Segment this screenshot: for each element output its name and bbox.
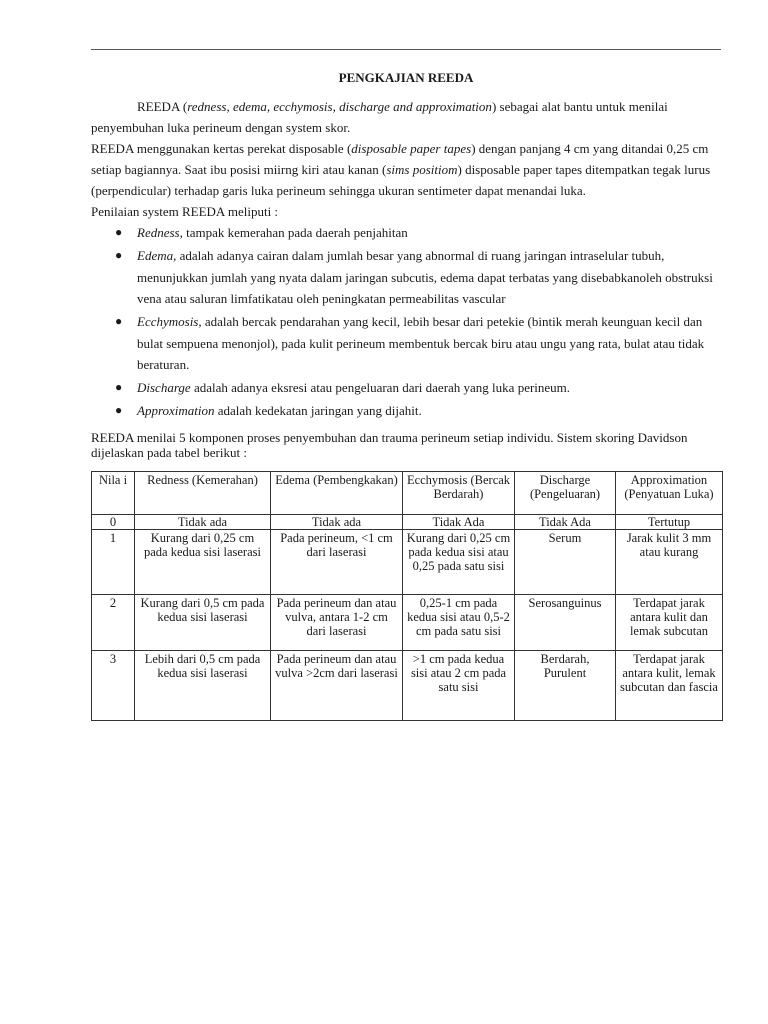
table-row (92, 529, 723, 594)
bullet-icon: ● (115, 403, 123, 417)
bullet-term: Edema (137, 248, 174, 263)
table-cell: Kurang dari 0,25 cm pada kedua sisi laserasi (135, 529, 271, 594)
table-cell: Lebih dari 0,5 cm pada kedua sisi laserasi (135, 650, 271, 720)
list-item (115, 311, 721, 376)
table-cell: 1 (92, 529, 135, 594)
bullet-text: adalah kedekatan jaringan yang dijahit. (214, 403, 422, 418)
list-item (115, 222, 721, 244)
bullet-term: Approximation (137, 403, 215, 418)
criteria-list (91, 222, 721, 422)
table-cell: >1 cm pada kedua sisi atau 2 cm pada satu sisi (403, 650, 515, 720)
bullet-text: adalah adanya eksresi atau pengeluaran dari daerah yang luka perineum. (190, 380, 571, 395)
bullet-term: Discharge (137, 380, 191, 395)
reeda-score-table (91, 471, 723, 721)
table-header-cell: Edema (Pembengkakan) (271, 471, 403, 514)
bullet-term: Ecchymosis (137, 314, 199, 329)
table-cell: Kurang dari 0,25 cm pada kedua sisi atau 0,25 pada satu sisi (403, 529, 515, 594)
table-cell: Kurang dari 0,5 cm pada kedua sisi laserasi (135, 594, 271, 650)
list-item (115, 377, 721, 399)
table-cell: 3 (92, 650, 135, 720)
table-header-cell: Discharge (Pengeluaran) (515, 471, 616, 514)
header-rule (91, 49, 721, 50)
table-cell: Tidak Ada (403, 514, 515, 529)
table-cell: Tertutup (616, 514, 723, 529)
paragraph-penilaian: Penilaian system REEDA meliputi : (91, 204, 279, 219)
table-cell: Tidak ada (135, 514, 271, 529)
table-row (92, 594, 723, 650)
table-cell: Tidak ada (271, 514, 403, 529)
table-row (92, 514, 723, 529)
document-title: PENGKAJIAN REEDA (338, 70, 474, 85)
para2-italic1: disposable paper tapes (351, 141, 472, 156)
para2-post: ) disposable paper tapes ditempatkan tegak lurus (perpendicular) terhadap garis luka perineum sehingga ukuran sentimeter dapat menandai luka. (91, 162, 711, 198)
table-cell: 0 (92, 514, 135, 529)
para2-italic2: sims positiom (386, 162, 458, 177)
table-cell: Terdapat jarak antara kulit dan lemak subcutan (616, 594, 723, 650)
list-item (115, 400, 721, 422)
bullet-icon: ● (115, 225, 123, 239)
document-body (91, 70, 721, 721)
table-header-row (92, 471, 723, 514)
table-cell: Jarak kulit 3 mm atau kurang (616, 529, 723, 594)
para1-post: ) sebagai alat bantu untuk menilai penyembuhan luka perineum dengan system skor. (91, 99, 668, 135)
table-cell: Pada perineum dan atau vulva, antara 1-2 cm dari laserasi (271, 594, 403, 650)
paragraph-reeda-definition (91, 96, 721, 138)
paragraph-reeda-tape (91, 138, 721, 201)
bullet-text: , adalah bercak pendarahan yang kecil, lebih besar dari petekie (bintik merah keunguan kecil dan bulat sempuena menonjol), pada kulit perineum membentuk bercak biru atau ungu yang rata, bulat atau tidak beraturan. (137, 314, 705, 372)
table-cell: Serosanguinus (515, 594, 616, 650)
table-cell: Berdarah, Purulent (515, 650, 616, 720)
table-cell: Terdapat jarak antara kulit, lemak subcutan dan fascia (616, 650, 723, 720)
para1-pre: REEDA ( (137, 99, 188, 114)
bullet-term: Redness (137, 225, 180, 240)
table-header-cell: Approximation (Penyatuan Luka) (616, 471, 723, 514)
table-header-cell: Ecchymosis (Bercak Berdarah) (403, 471, 515, 514)
para2-mid: ) dengan panjang 4 cm yang ditandai 0,25 cm setiap bagiannya. Saat ibu posisi miirng kiri atau kanan ( (91, 141, 709, 177)
bullet-icon: ● (115, 314, 123, 328)
table-cell: Pada perineum dan atau vulva >2cm dari laserasi (271, 650, 403, 720)
table-header-cell: Nila i (92, 471, 135, 514)
list-item (115, 245, 721, 310)
table-cell: 2 (92, 594, 135, 650)
table-cell: Serum (515, 529, 616, 594)
table-row (92, 650, 723, 720)
bullet-text: , adalah adanya cairan dalam jumlah besar yang abnormal di ruang jaringan intraselular tubuh, menunjukkan jumlah yang nyata dalam jaringan subcutis, edema dapat terbatas yang disebabkanoleh obstruksi vena atau saluran limfatikatau oleh peningkatan permeabilitas vascular (137, 248, 713, 306)
table-cell: Tidak Ada (515, 514, 616, 529)
bullet-icon: ● (115, 248, 123, 262)
bullet-text: , tampak kemerahan pada daerah penjahitan (179, 225, 408, 240)
paragraph-table-intro: REEDA menilai 5 komponen proses penyembuhan dan trauma perineum setiap individu. Sistem skoring Davidson dijelaskan pada tabel berikut : (91, 429, 688, 460)
table-cell: 0,25-1 cm pada kedua sisi atau 0,5-2 cm pada satu sisi (403, 594, 515, 650)
table-header-cell: Redness (Kemerahan) (135, 471, 271, 514)
para2-pre: REEDA menggunakan kertas perekat disposable ( (91, 141, 352, 156)
para1-italic: redness, edema, ecchymosis, discharge and approximation (187, 99, 492, 114)
bullet-icon: ● (115, 380, 123, 394)
table-cell: Pada perineum, <1 cm dari laserasi (271, 529, 403, 594)
